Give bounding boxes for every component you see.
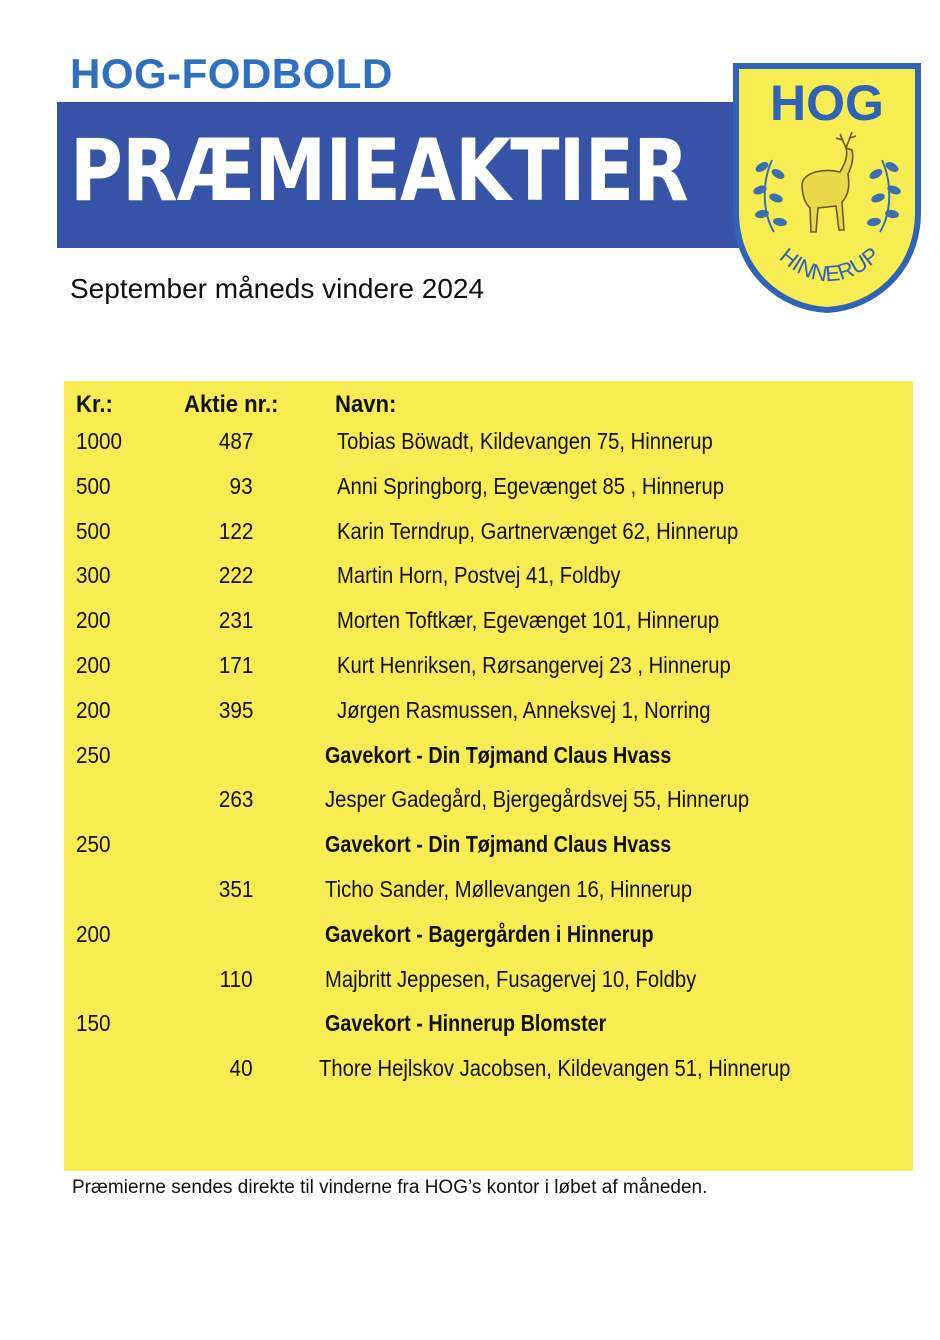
brand-heading: HOG-FODBOLD [70, 50, 393, 97]
row-kr: 300 [76, 562, 111, 589]
row-aktie-nr: 93 [229, 472, 253, 499]
table-row [0, 964, 940, 994]
page-title: PRÆMIEAKTIER [70, 121, 689, 221]
footer-note: Præmierne sendes direkte til vinderne fra HOG’s kontor i løbet af måneden. [72, 1177, 708, 1198]
row-kr: 200 [76, 652, 111, 678]
row-kr: 200 [76, 696, 111, 723]
row-name: Martin Horn, Postvej 41, Foldby [337, 562, 621, 589]
row-aktie-nr: 487 [218, 428, 253, 454]
row-name: Jørgen Rasmussen, Anneksvej 1, Norring [337, 696, 711, 723]
table-row [0, 471, 940, 501]
row-gavekort: Gavekort - Din Tøjmand Claus Hvass [325, 831, 672, 858]
row-name: Kurt Henriksen, Rørsangervej 23 , Hinnerup [337, 652, 731, 678]
table-row [0, 605, 940, 635]
page-subtitle: September måneds vindere 2024 [70, 273, 485, 304]
logo-bottom-text: HINNERUP [775, 242, 885, 287]
table-row [0, 740, 940, 770]
row-kr: 250 [76, 741, 111, 768]
row-name: Morten Toftkær, Egevænget 101, Hinnerup [337, 607, 720, 634]
row-kr: 200 [76, 607, 111, 634]
row-gavekort: Gavekort - Hinnerup Blomster [325, 1010, 607, 1037]
row-gavekort: Gavekort - Bagergården i Hinnerup [325, 920, 654, 947]
row-aktie-nr: 395 [218, 696, 253, 723]
row-aktie-nr: 171 [218, 652, 253, 678]
row-name: Karin Terndrup, Gartnervænget 62, Hinnerup [337, 517, 739, 544]
column-header-navn: Navn: [335, 391, 397, 418]
table-row [0, 426, 940, 456]
table-row [0, 695, 940, 725]
row-kr: 500 [76, 517, 111, 544]
row-kr: 500 [76, 472, 111, 499]
hog-hinnerup-logo [732, 62, 922, 314]
row-name: Jesper Gadegård, Bjergegårdsvej 55, Hinnerup [325, 786, 750, 813]
table-row [0, 874, 940, 904]
row-aktie-nr: 110 [219, 965, 253, 992]
row-kr: 200 [76, 920, 111, 947]
row-gavekort: Gavekort - Din Tøjmand Claus Hvass [325, 741, 672, 768]
row-kr: 1000 [76, 428, 123, 454]
row-aktie-nr: 263 [218, 786, 253, 813]
column-header-aktie: Aktie nr.: [184, 391, 279, 418]
row-kr: 150 [76, 1010, 111, 1037]
table-row [0, 1008, 940, 1038]
table-row [0, 784, 940, 814]
table-row [0, 560, 940, 590]
row-name: Anni Springborg, Egevænget 85 , Hinnerup [337, 472, 725, 499]
row-name: Majbritt Jeppesen, Fusagervej 10, Foldby [325, 965, 697, 992]
table-row [0, 516, 940, 546]
row-aktie-nr: 231 [218, 607, 253, 634]
table-row [0, 829, 940, 859]
table-row [0, 919, 940, 949]
row-kr: 250 [76, 831, 111, 858]
logo-top-text: HOG [770, 75, 884, 131]
row-name: Tobias Böwadt, Kildevangen 75, Hinnerup [337, 428, 713, 454]
row-name: Thore Hejlskov Jacobsen, Kildevangen 51, Hinnerup [319, 1055, 791, 1082]
row-name: Ticho Sander, Møllevangen 16, Hinnerup [325, 876, 693, 902]
table-row [0, 650, 940, 680]
row-aktie-nr: 222 [218, 562, 253, 589]
table-row [0, 1053, 940, 1083]
row-aktie-nr: 122 [218, 517, 253, 544]
row-aktie-nr: 40 [229, 1055, 253, 1082]
column-header-kr: Kr.: [76, 391, 113, 418]
row-aktie-nr: 351 [218, 876, 253, 902]
